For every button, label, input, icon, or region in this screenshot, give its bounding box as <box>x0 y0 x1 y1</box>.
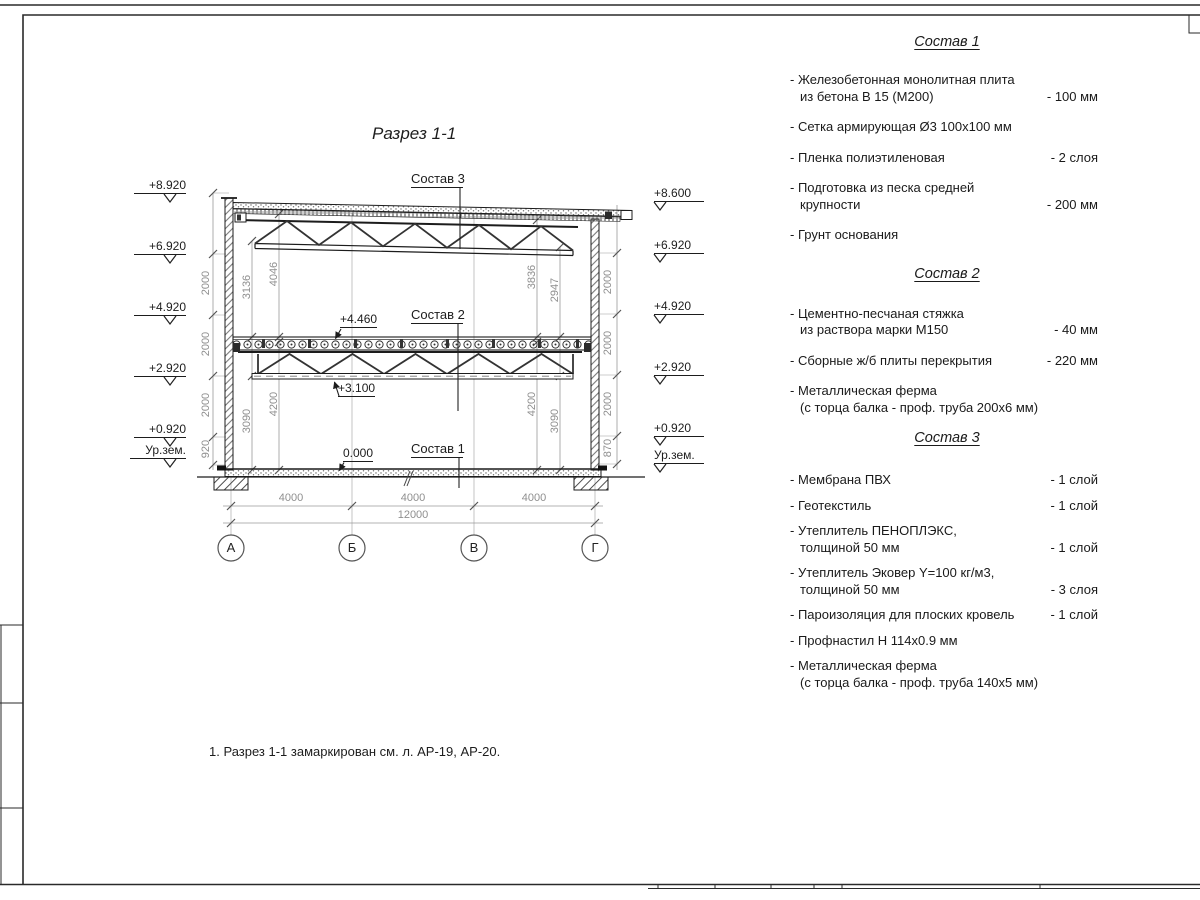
composition-panel <box>790 34 1104 700</box>
roof-assembly <box>233 203 632 256</box>
section-3-title: Состав 3 <box>914 430 980 446</box>
axis-label-g: Г <box>591 540 599 555</box>
span-dim-3: 4000 <box>521 492 547 504</box>
composition-section-3 <box>790 430 1104 691</box>
item-line: толщиной 50 мм <box>800 539 900 555</box>
item-line: из раствора марки М150 <box>800 322 949 337</box>
list-item <box>790 565 1104 598</box>
list-item <box>790 72 1104 105</box>
list-item <box>790 353 1104 370</box>
ground-floor <box>197 466 645 491</box>
item-line: из бетона В 15 (М200) <box>800 88 934 104</box>
chain-left-dim-3: 2000 <box>199 392 212 418</box>
list-item <box>790 119 1104 136</box>
item-line: - Утеплитель Эковер Y=100 кг/м3, <box>790 565 995 580</box>
item-line: - Сетка армирующая Ø3 100х100 мм <box>790 119 1012 134</box>
list-item <box>790 523 1104 556</box>
item-value: - 1 слой <box>1050 497 1098 513</box>
elevation-right-2: +6.920 <box>654 239 704 254</box>
item-line: - Грунт основания <box>790 227 899 242</box>
item-value: - 2 слоя <box>1050 149 1098 165</box>
elevation-right-3: +4.920 <box>654 300 704 315</box>
composition-1-label: Состав 1 <box>411 442 463 458</box>
item-line: - Утеплитель ПЕНОПЛЭКС, <box>790 523 957 538</box>
elevation-left-5: +0.920 <box>134 423 186 438</box>
elevation-left-3: +4.920 <box>134 301 186 316</box>
item-line: крупности <box>800 196 861 212</box>
span-dim-1: 4000 <box>278 492 304 504</box>
list-item <box>790 472 1104 489</box>
walls <box>221 198 599 470</box>
composition-section-1 <box>790 34 1104 244</box>
vdim-left-lower-1: 3090 <box>240 408 253 434</box>
item-line: - Геотекстиль <box>790 497 872 513</box>
total-dim: 12000 <box>397 509 429 521</box>
list-item <box>790 658 1104 691</box>
sheet-note: 1. Разрез 1-1 замаркирован см. л. АР-19, АР-20. <box>209 744 501 759</box>
chain-right-dim-4: 870 <box>601 438 614 458</box>
item-line: - Пленка полиэтиленовая <box>790 149 945 165</box>
list-item <box>790 383 1104 416</box>
list-item <box>790 607 1104 624</box>
list-item <box>790 498 1104 515</box>
list-item <box>790 180 1104 213</box>
vdim-left-lower-2: 4200 <box>267 391 280 417</box>
item-value: - 200 мм <box>1046 196 1098 212</box>
level-mid-bottom: +3.100 <box>338 382 375 397</box>
axis-circles <box>218 535 608 561</box>
chain-left-dim-1: 2000 <box>199 270 212 296</box>
list-item <box>790 633 1104 650</box>
item-line: - Пароизоляция для плоских кровель <box>790 607 1015 622</box>
axis-label-v: В <box>469 540 479 555</box>
item-line: (с торца балка - проф. труба 200х6 мм) <box>800 399 1039 415</box>
chain-right-dim-2: 2000 <box>601 330 614 356</box>
item-line: - Металлическая ферма <box>790 658 937 673</box>
vdim-right-upper-1: 3836 <box>525 264 538 290</box>
chain-left-dim-4: 920 <box>199 439 212 459</box>
list-item <box>790 150 1104 167</box>
composition-section-2 <box>790 266 1104 417</box>
list-item <box>790 306 1104 339</box>
elevation-left-4: +2.920 <box>134 362 186 377</box>
item-value: - 100 мм <box>1046 88 1098 104</box>
list-item <box>790 227 1104 244</box>
item-value: - 3 слоя <box>1050 581 1098 597</box>
chain-left-dim-2: 2000 <box>199 331 212 357</box>
vdim-right-upper-2: 2947 <box>548 277 561 303</box>
item-line: - Железобетонная монолитная плита <box>790 72 1015 87</box>
chain-right-dim-1: 2000 <box>601 269 614 295</box>
item-line: (с торца балка - проф. труба 140х5 мм) <box>800 674 1039 690</box>
item-value: - 1 слой <box>1050 539 1098 555</box>
item-line: - Сборные ж/б плиты перекрытия <box>790 352 993 368</box>
section-1-title: Состав 1 <box>914 34 980 50</box>
elevation-right-4: +2.920 <box>654 361 704 376</box>
item-line: - Подготовка из песка средней <box>790 180 975 195</box>
chain-right-dim-3: 2000 <box>601 391 614 417</box>
ground-level-left: Ур.зем. <box>130 444 186 459</box>
item-value: - 1 слой <box>1050 472 1098 487</box>
item-line: толщиной 50 мм <box>800 581 900 597</box>
span-dim-2: 4000 <box>400 492 426 504</box>
vdim-left-upper-1: 3136 <box>240 274 253 300</box>
item-value: - 1 слой <box>1050 607 1098 622</box>
elevation-left-2: +6.920 <box>134 240 186 255</box>
level-floor: 0.000 <box>343 447 373 462</box>
ground-level-right: Ур.зем. <box>654 449 704 464</box>
item-line: - Профнастил Н 114х0.9 мм <box>790 632 958 648</box>
vdim-right-lower-2: 3090 <box>548 408 561 434</box>
composition-3-label: Состав 3 <box>411 172 463 188</box>
vdim-right-lower-1: 4200 <box>525 391 538 417</box>
section-2-title: Состав 2 <box>914 265 980 282</box>
item-value: - 40 мм <box>1054 322 1098 337</box>
item-value: - 220 мм <box>1046 352 1098 368</box>
level-mid-top: +4.460 <box>340 313 377 328</box>
axis-label-a: А <box>226 540 236 555</box>
elevation-left-1: +8.920 <box>134 179 186 194</box>
elevation-right-5: +0.920 <box>654 422 704 437</box>
item-line: - Мембрана ПВХ <box>790 472 891 487</box>
composition-2-label: Состав 2 <box>411 308 463 324</box>
axis-label-b: Б <box>347 540 357 555</box>
vdim-left-upper-2: 4046 <box>267 261 280 287</box>
drawing-title: Разрез 1-1 <box>372 124 457 143</box>
item-line: - Цементно-песчаная стяжка <box>790 305 964 321</box>
elevation-right-1: +8.600 <box>654 187 704 202</box>
item-line: - Металлическая ферма <box>790 383 937 398</box>
